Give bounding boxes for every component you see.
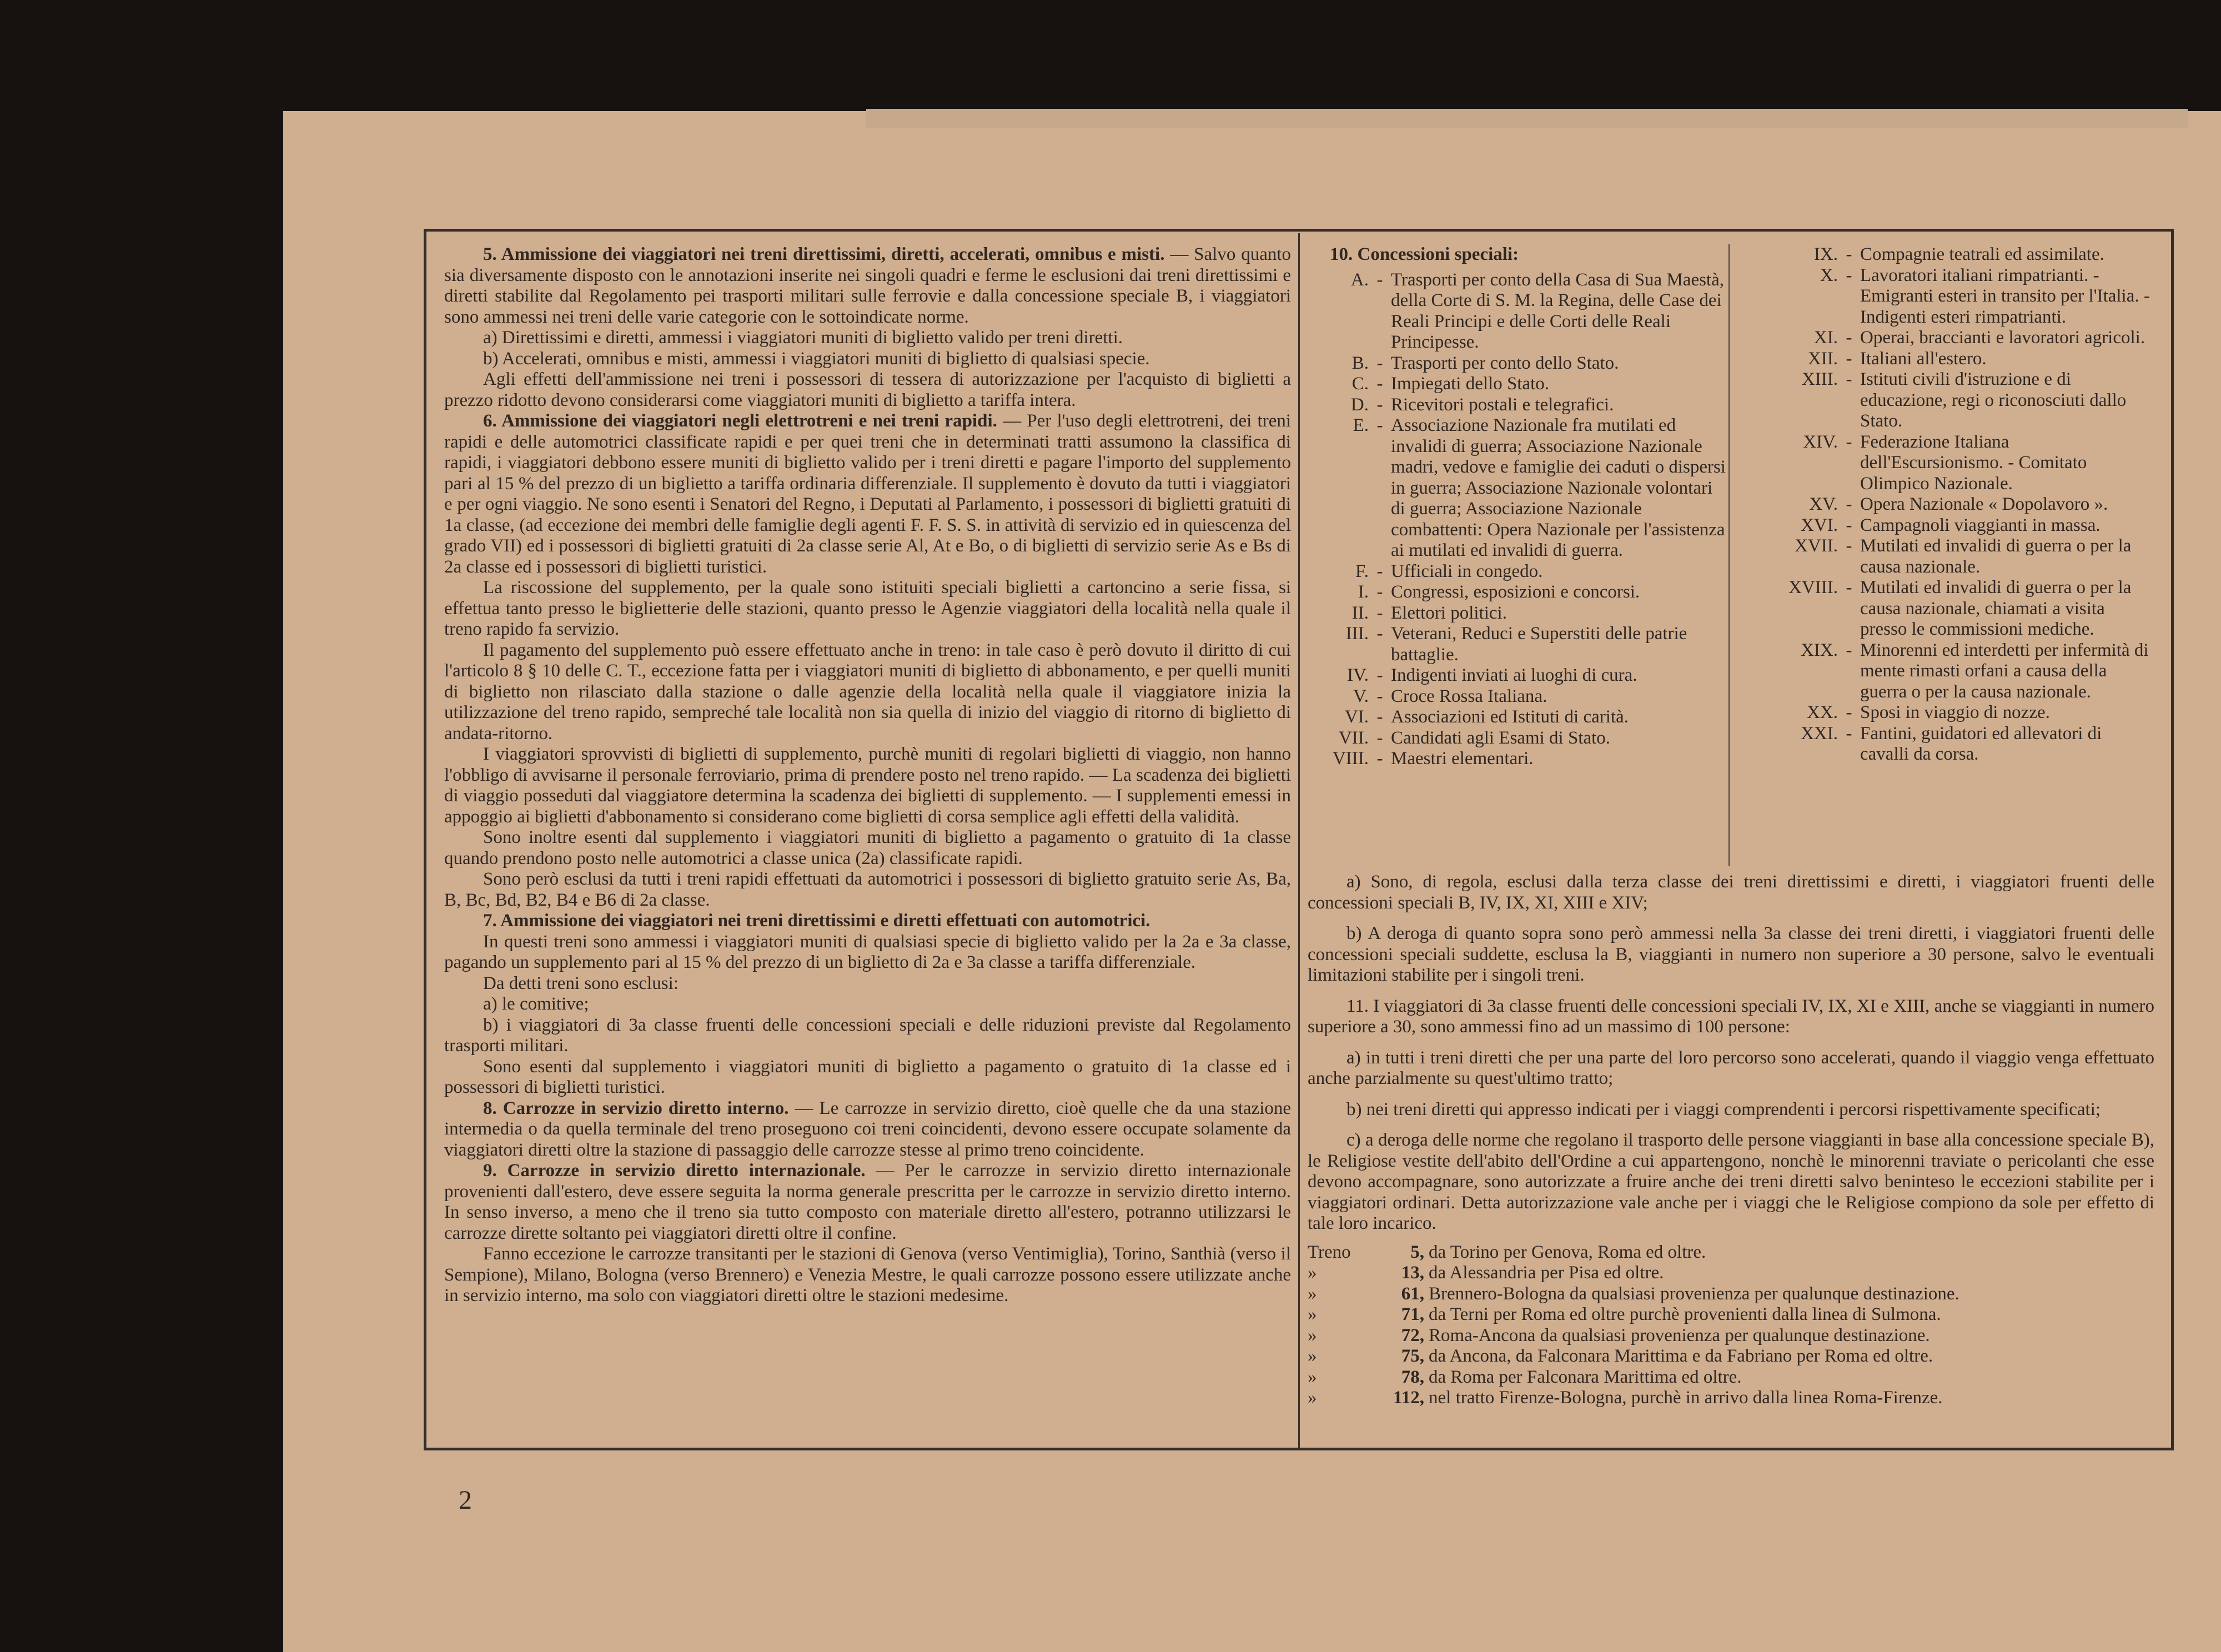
train-number: 61,: [1401, 1283, 1424, 1304]
section-9-heading: 9. Carrozze in servizio diretto internazionale.: [483, 1161, 866, 1181]
dash-separator: -: [1846, 265, 1852, 285]
train-row: [1308, 1325, 2154, 1347]
dash-separator: -: [1846, 515, 1852, 535]
section-9-p2: Fanno eccezione le carrozze transitanti per le stazioni di Genova (verso Ventimiglia), Torino, Santhià (verso il Sempione), Milano, Bologna (verso Brennero) e Venezia Mestre, le quali carrozze possono essere utilizzate anche in servizio interno, ma solo con viaggiatori diretti oltre le stazioni medesime.: [444, 1244, 1291, 1305]
concessions-a-item: [1330, 686, 1730, 707]
concessions-a-text: Trasporti per conto della Casa di Sua Maestà, della Corte di S. M. la Regina, delle Case dei Reali Principi e delle Corti delle Reali Principesse.: [1391, 269, 1724, 352]
concessions-b-item: [1749, 515, 2154, 536]
section-10a: a) Sono, di regola, esclusi dalla terza classe dei treni direttissimi e diretti, i viaggiatori fruenti delle concessioni speciali B, IV, IX, XI, XIII e XIV;: [1308, 872, 2154, 913]
concessions-b-label: XX.: [1807, 702, 1838, 722]
dash-separator: -: [1846, 244, 1852, 264]
concessions-a-item: [1330, 665, 1730, 686]
section-7-excl: Da detti treni sono esclusi:: [483, 973, 679, 993]
concessions-a-text: Elettori politici.: [1391, 602, 1507, 623]
train-word: »: [1308, 1263, 1317, 1283]
train-word: »: [1308, 1283, 1317, 1304]
concessions-b-text: Campagnoli viaggianti in massa.: [1860, 515, 2101, 535]
train-word: »: [1308, 1388, 1317, 1408]
concessions-b-item: [1749, 328, 2154, 349]
concessions-a-text: Associazione Nazionale fra mutilati ed invalidi di guerra; Associazione Nazionale madri, vedove e famiglie dei caduti o dispersi in guerra; Associazione Nazionale volontari di guerra; Associazione Nazionale combattenti: Opera Nazionale per l'assistenza ai mutilati ed invalidi di guerra.: [1391, 415, 1726, 560]
concessions-a-item: [1330, 582, 1730, 603]
concessions-a-text: Indigenti inviati ai luoghi di cura.: [1391, 665, 1637, 685]
train-description: Roma-Ancona da qualsiasi provenienza per qualunque destinazione.: [1429, 1325, 1930, 1345]
concessions-b-text: Sposi in viaggio di nozze.: [1860, 702, 2050, 722]
train-number: 13,: [1401, 1263, 1424, 1283]
concessions-b-text: Opera Nazionale « Dopolavoro ».: [1860, 494, 2108, 514]
train-row: [1308, 1284, 2154, 1305]
train-description: da Ancona, da Falconara Marittima e da Fabriano per Roma ed oltre.: [1429, 1346, 1933, 1366]
dash-separator: -: [1376, 624, 1383, 644]
concessions-a-item: [1330, 603, 1730, 624]
section-7a: a) le comitive;: [483, 994, 589, 1014]
train-number: 78,: [1401, 1367, 1424, 1387]
concessions-a-label: IV.: [1347, 665, 1369, 685]
train-description: da Alessandria per Pisa ed oltre.: [1429, 1263, 1664, 1283]
section-11c: c) a deroga delle norme che regolano il trasporto delle persone viaggianti in base alla concessione speciale B), le Religiose vestite dell'abito dell'Ordine a cui appartengono, nonchè le minorenni traviate o pericolanti che esse devono accompagnare, sono autorizzate a fruire anche dei treni diretti salvo beninteso le eccezioni stabilite per i viaggiatori ordinari. Detta autorizzazione vale anche per i viaggi che le Religiose compiono da sole per effetto di tale loro incarico.: [1308, 1130, 2154, 1233]
concessions-list-b: [1749, 244, 2154, 765]
train-description: da Roma per Falconara Marittima ed oltre.: [1429, 1367, 1742, 1387]
concessions-b-label: XVIII.: [1788, 578, 1838, 597]
dash-separator: -: [1376, 353, 1383, 373]
concessions-a-label: III.: [1345, 624, 1369, 644]
train-row: [1308, 1388, 2154, 1409]
dash-separator: -: [1376, 561, 1383, 581]
concessions-a-text: Impiegati dello Stato.: [1391, 374, 1550, 394]
section-10-heading: 10. Concessioni speciali:: [1330, 244, 1519, 264]
train-word: »: [1308, 1346, 1317, 1366]
concessions-a-label: V.: [1353, 686, 1369, 706]
concessions-a-label: F.: [1355, 561, 1369, 581]
concessions-a-item: [1330, 374, 1730, 395]
train-description: da Torino per Genova, Roma ed oltre.: [1429, 1242, 1706, 1262]
dash-separator: -: [1376, 727, 1383, 748]
train-list: [1308, 1242, 2154, 1409]
concessions-b-item: [1749, 640, 2154, 703]
concessions-b-item: [1749, 265, 2154, 328]
concessions-a-text: Ufficiali in congedo.: [1391, 561, 1543, 581]
dash-separator: -: [1376, 686, 1383, 706]
concessions-b-text: Minorenni ed interdetti per infermità di mente rimasti orfani a causa della guerra o per la causa nazionale.: [1860, 640, 2149, 702]
train-word: »: [1308, 1304, 1317, 1324]
concessions-b-label: X.: [1820, 265, 1838, 285]
section-5-heading: 5. Ammissione dei viaggiatori nei treni direttissimi, diretti, accelerati, omnibus e misti.: [483, 244, 1165, 264]
dash-separator: -: [1846, 536, 1852, 556]
concessions-a-label: VII.: [1338, 727, 1369, 748]
concessions-b-item: [1749, 536, 2154, 578]
concessions-a-item: [1330, 395, 1730, 416]
dash-separator: -: [1846, 578, 1852, 597]
section-5: [444, 244, 1291, 328]
dash-separator: -: [1376, 707, 1383, 727]
left-column: [444, 244, 1291, 1307]
concessions-a-label: VIII.: [1332, 749, 1369, 769]
train-row: [1308, 1346, 2154, 1367]
dash-separator: -: [1846, 723, 1852, 744]
concessions-b-label: XI.: [1813, 328, 1838, 348]
concessions-b-label: XV.: [1809, 494, 1838, 514]
concessions-b-text: Compagnie teatrali ed assimilate.: [1860, 244, 2104, 264]
section-7b: b) i viaggiatori di 3a classe fruenti delle concessioni speciali e delle riduzioni previste dal Regolamento trasporti militari.: [444, 1015, 1291, 1056]
concessions-b-item: [1749, 578, 2154, 640]
section-11a: a) in tutti i treni diretti che per una parte del loro percorso sono accelerati, quando il viaggio venga effettuato anche parzialmente su quest'ultimo tratto;: [1308, 1047, 2154, 1088]
concessions-list-a: [1330, 244, 1730, 770]
dash-separator: -: [1376, 602, 1383, 623]
dash-separator: -: [1376, 582, 1383, 602]
concessions-b-item: [1749, 349, 2154, 370]
dash-separator: -: [1846, 494, 1852, 514]
train-number: 75,: [1401, 1346, 1424, 1366]
dash-separator: -: [1846, 328, 1852, 348]
section-6-text: — Per l'uso degli elettrotreni, dei treni rapidi e delle automotrici classificate rapidi e per quei treni che in determinati tratti assumono la classifica di rapidi, i viaggiatori debbono essere muniti di biglietto valido per i treni diretti e pagare l'importo del supplemento pari al 15 % del prezzo di un biglietto a tariffa ordinaria differenziale. Il supplemento è dovuto da tutti i viaggiatori e per ogni viaggio. Ne sono esenti i Senatori del Regno, i Deputati al Parlamento, i possessori di biglietti gratuiti di 1a classe, (ad eccezione dei membri delle famiglie degli agenti F. F. S. S. in attività di servizio ed in quiescenza del grado VII) ed i possessori di biglietti gratuiti di 2a classe serie Al, At e Bo, o di biglietti di servizio serie As e Bs di 2a classe ed i possessori di biglietti turistici.: [444, 411, 1292, 577]
train-number: 71,: [1401, 1304, 1424, 1324]
section-5c: Agli effetti dell'ammissione nei treni i possessori di tessera di autorizzazione per l'acquisto di biglietti a prezzo ridotto devono considerarsi come viaggiatori muniti di biglietto a tariffa intera.: [444, 369, 1291, 410]
section-10b: b) A deroga di quanto sopra sono però ammessi nella 3a classe dei treni diretti, i viaggiatori fruenti delle concessioni speciali suddette, esclusa la B, viaggianti in numero non superiore a 30 persone, salvo le eventuali limitazioni stabilite per i singoli treni.: [1308, 923, 2154, 985]
section-8: [444, 1098, 1291, 1161]
section-8-text: — Le carrozze in servizio diretto, cioè quelle che da una stazione intermedia o da quella terminale del treno proseguono coi treni coincidenti, devono essere occupate solamente da viaggiatori diretti oltre la stazione di passaggio delle carrozze stesse al primo treno coincidente.: [444, 1098, 1292, 1160]
section-9-text: — Per le carrozze in servizio diretto internazionale provenienti dall'estero, deve essere seguita la norma generale prescritta per le carrozze in servizio diretto interno. In senso inverso, a meno che il treno sia tutto composto con materiale diretto all'estero, potranno utilizzarsi le carrozze dirette soltanto pei viaggiatori diretti oltre il confine.: [444, 1161, 1291, 1243]
concessions-a-text: Congressi, esposizioni e concorsi.: [1391, 582, 1640, 602]
concessions-b-text: Mutilati ed invalidi di guerra o per la causa nazionale.: [1860, 536, 2132, 577]
section-7-heading: 7. Ammissione dei viaggiatori nei treni direttissimi e diretti effettuati con automotrici.: [483, 911, 1150, 931]
train-number: 5,: [1410, 1242, 1424, 1262]
dash-separator: -: [1376, 415, 1383, 435]
dash-separator: -: [1376, 374, 1383, 394]
page-number: 2: [459, 1485, 472, 1515]
section-5a: a) Direttissimi e diretti, ammessi i viaggiatori muniti di biglietto valido per treni diretti.: [483, 328, 1123, 348]
concessions-b-text: Federazione Italiana dell'Escursionismo. - Comitato Olimpico Nazionale.: [1860, 431, 2087, 494]
concessions-a-text: Ricevitori postali e telegrafici.: [1391, 394, 1614, 415]
concessions-a-label: C.: [1351, 374, 1369, 394]
train-word: »: [1308, 1367, 1317, 1387]
train-description: nel tratto Firenze-Bologna, purchè in arrivo dalla linea Roma-Firenze.: [1429, 1388, 1943, 1408]
concessions-a-item: [1330, 728, 1730, 749]
dash-separator: -: [1846, 369, 1852, 389]
concessions-b-text: Italiani all'estero.: [1860, 348, 1987, 369]
section-6-p2: La riscossione del supplemento, per la quale sono istituiti speciali biglietti a cartoncino a serie fissa, si effettua tanto presso le biglietterie delle stazioni, quanto presso le Agenzie viaggiatori della località nella quale il treno rapido fa servizio.: [444, 578, 1291, 639]
concessions-b-label: XVII.: [1795, 536, 1838, 556]
concessions-b-label: XIX.: [1801, 640, 1838, 660]
section-6-p5: Sono inoltre esenti dal supplemento i viaggiatori muniti di biglietto a pagamento o gratuito di 1a classe quando prendono posto nelle automotrici a classe unica (2a) classificate rapidi.: [444, 827, 1291, 868]
concessions-a-text: Associazioni ed Istituti di carità.: [1391, 707, 1629, 727]
section-6: [444, 411, 1291, 578]
train-word: Treno: [1308, 1242, 1351, 1262]
concessions-a-item: [1330, 749, 1730, 770]
concessions-a-item: [1330, 270, 1730, 353]
train-description: Brennero-Bologna da qualsiasi provenienza per qualunque destinazione.: [1429, 1283, 1959, 1304]
section-7-text: In questi treni sono ammessi i viaggiatori muniti di qualsiasi specie di biglietto valido per la 2a e 3a classe, pagando un supplemento pari al 15 % del prezzo di un biglietto di 2a e 3a classe a tariffa differenziale.: [444, 931, 1291, 972]
dash-separator: -: [1846, 702, 1852, 722]
section-7c: Sono esenti dal supplemento i viaggiatori muniti di biglietto a pagamento o gratuito di 1a classe ed i possessori di biglietti turistici.: [444, 1056, 1291, 1097]
dash-separator: -: [1376, 665, 1383, 685]
train-description: da Terni per Roma ed oltre purchè provenienti dalla linea di Sulmona.: [1429, 1304, 1941, 1324]
concessions-b-item: [1749, 724, 2154, 765]
section-11b: b) nei treni diretti qui appresso indicati per i viaggi comprendenti i percorsi rispettivamente specificati;: [1346, 1099, 2101, 1119]
section-5b: b) Accelerati, omnibus e misti, ammessi i viaggiatori muniti di biglietto di qualsiasi specie.: [483, 348, 1150, 369]
concessions-b-label: XII.: [1807, 348, 1838, 369]
concessions-b-text: Fantini, guidatori ed allevatori di cavalli da corsa.: [1860, 723, 2102, 764]
train-row: [1308, 1263, 2154, 1284]
concessions-a-item: [1330, 415, 1730, 561]
concessions-a-item: [1330, 561, 1730, 583]
concessions-a-label: B.: [1351, 353, 1369, 373]
train-row: [1308, 1242, 2154, 1263]
concessions-a-item: [1330, 707, 1730, 728]
page-top-strip: [866, 109, 2188, 128]
concessions-a-item: [1330, 353, 1730, 374]
concessions-b-label: XIV.: [1803, 431, 1838, 452]
section-5-text: — Salvo quanto sia diversamente disposto con le annotazioni inserite nei singoli quadri e ferme le esclusioni dai treni direttissimi e diretti stabilite dal Regolamento pei trasporti militari sulle ferrovie e dalla concessione speciale B, i viaggiatori sono ammessi nei treni delle varie categorie con le sottoindicate norme.: [444, 244, 1292, 327]
concessions-a-label: A.: [1350, 269, 1369, 290]
concessions-b-text: Istituti civili d'istruzione e di educazione, regi o riconosciuti dallo Stato.: [1860, 369, 2127, 431]
concessions-a-label: II.: [1351, 602, 1369, 623]
dash-separator: -: [1846, 640, 1852, 660]
section-8-heading: 8. Carrozze in servizio diretto interno.: [483, 1098, 789, 1118]
train-row: [1308, 1304, 2154, 1325]
concessions-a-label: I.: [1358, 582, 1369, 602]
concessions-a-text: Candidati agli Esami di Stato.: [1391, 727, 1611, 748]
concessions-b-item: [1749, 244, 2154, 265]
concessions-a-label: D.: [1350, 394, 1369, 415]
concessions-b-label: XXI.: [1801, 723, 1838, 744]
column-separator: [1298, 233, 1300, 1449]
concessions-a-text: Croce Rossa Italiana.: [1391, 686, 1547, 706]
train-row: [1308, 1367, 2154, 1388]
dash-separator: -: [1376, 749, 1383, 769]
train-number: 112,: [1393, 1388, 1424, 1408]
section-6-p3: Il pagamento del supplemento può essere effettuato anche in treno: in tale caso è però dovuto il diritto di cui l'articolo 8 § 10 delle C. T., eccezione fatta per i viaggiatori muniti di biglietto di abbonamento, e per quelli muniti di biglietto non rilasciato dalla stazione o dalle agenzie della località nella quale il viaggiatore inizia la utilizzazione del treno rapido, sempreché tale località non sia quella di inizio del viaggio di ritorno di biglietto di andata-ritorno.: [444, 640, 1291, 744]
concessions-b-text: Lavoratori italiani rimpatrianti. - Emigranti esteri in transito per l'Italia. - Indigenti esteri rimpatrianti.: [1860, 265, 2150, 327]
concessions-b-text: Mutilati ed invalidi di guerra o per la causa nazionale, chiamati a visita presso le commissioni mediche.: [1860, 578, 2132, 639]
train-number: 72,: [1401, 1325, 1424, 1345]
dash-separator: -: [1376, 394, 1383, 415]
train-word: »: [1308, 1325, 1317, 1345]
concessions-b-label: XVI.: [1801, 515, 1838, 535]
concessions-b-label: IX.: [1813, 244, 1838, 264]
section-6-heading: 6. Ammissione dei viaggiatori negli elettrotreni e nei treni rapidi.: [483, 411, 997, 431]
concessions-b-item: [1749, 432, 2154, 495]
concessions-a-text: Trasporti per conto dello Stato.: [1391, 353, 1619, 373]
concessions-b-label: XIII.: [1801, 369, 1838, 389]
concessions-a-text: Maestri elementari.: [1391, 749, 1534, 769]
section-6-p6: Sono però esclusi da tutti i treni rapidi effettuati da automotrici i possessori di biglietto gratuito serie As, Ba, B, Bc, Bd, B2, B4 e B6 di 2a classe.: [444, 869, 1291, 910]
concessions-a-item: [1330, 624, 1730, 665]
dash-separator: -: [1846, 431, 1852, 452]
section-9: [444, 1161, 1291, 1244]
concessions-b-item: [1749, 494, 2154, 515]
concessions-b-item: [1749, 702, 2154, 724]
dash-separator: -: [1376, 269, 1383, 290]
concessions-a-text: Veterani, Reduci e Superstiti delle patrie battaglie.: [1391, 624, 1687, 665]
concessions-a-label: E.: [1353, 415, 1369, 435]
concessions-b-text: Operai, braccianti e lavoratori agricoli.: [1860, 328, 2145, 348]
concessions-a-label: VI.: [1344, 707, 1369, 727]
concessions-b-item: [1749, 369, 2154, 432]
right-lower-text: [1308, 872, 2154, 1409]
dash-separator: -: [1846, 348, 1852, 369]
section-11: 11. I viaggiatori di 3a classe fruenti delle concessioni speciali IV, IX, XI e XIII, anche se viaggianti in numero superiore a 30, sono ammessi fino ad un massimo di 100 persone:: [1308, 996, 2154, 1037]
section-6-p4: I viaggiatori sprovvisti di biglietti di supplemento, purchè muniti di regolari biglietti di viaggio, non hanno l'obbligo di avvisarne il personale ferroviario, prima di prendere posto nel treno rapido. — La scadenza dei biglietti di viaggio posseduti dal viaggiatore determina la scadenza dei biglietti di supplemento. — I supplementi emessi in appoggio ai biglietti d'abbonamento si considerano come biglietti di corsa semplice agli effetti della validità.: [444, 744, 1291, 827]
